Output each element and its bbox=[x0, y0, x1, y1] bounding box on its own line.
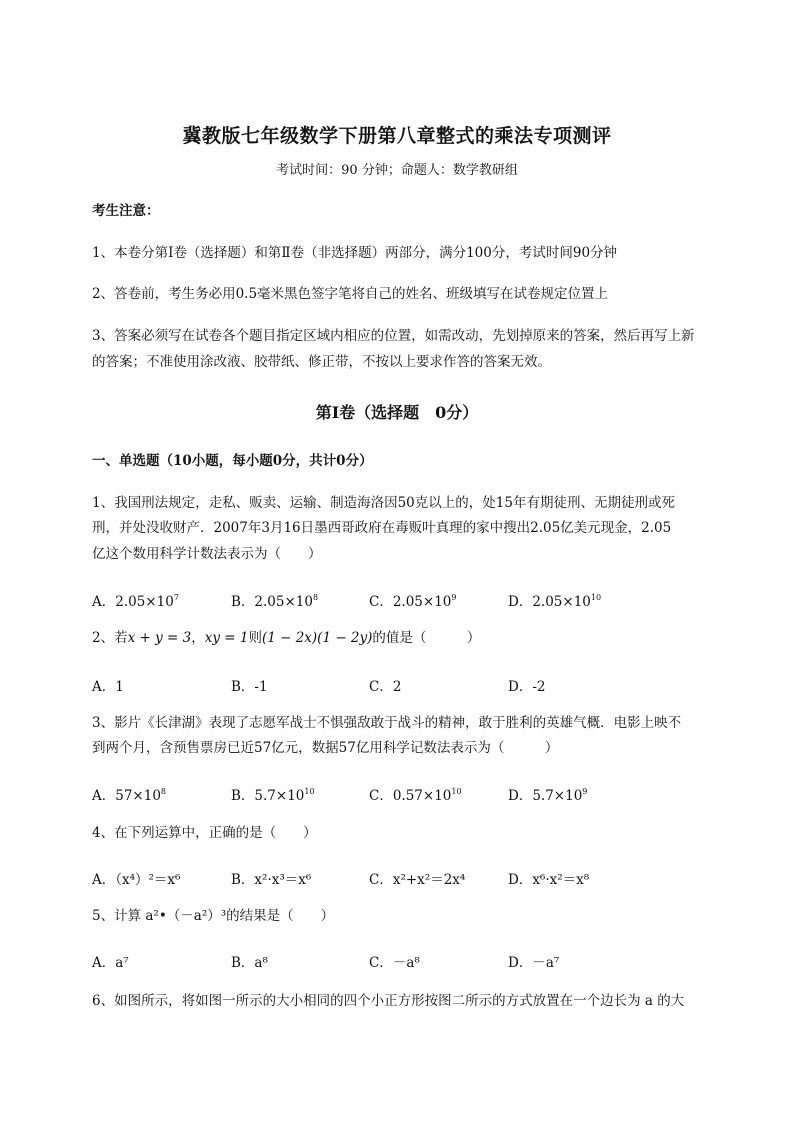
expression: (1 − 2x)(1 − 2y) bbox=[261, 630, 373, 646]
part-heading: 一、单选题（10小题，每小题0分，共计0分） bbox=[92, 453, 373, 469]
option-c[interactable]: C．$0.57\times 10^{10}$ bbox=[369, 787, 462, 804]
option-c[interactable]: C．$2.05\times 10^9$ bbox=[369, 593, 457, 610]
notice-heading: 考生注意： bbox=[92, 203, 160, 219]
condition-sum: x + y = 3 bbox=[127, 630, 192, 646]
question-4-stem: 4、在下列运算中，正确的是（ ） bbox=[92, 825, 317, 841]
notice-item-1: 1、本卷分第Ⅰ卷（选择题）和第Ⅱ卷（非选择题）两部分，满分100分，考试时间90分钟 bbox=[92, 245, 618, 261]
question-5-stem: 5、计算 a²•（－a²）³的结果是（ ） bbox=[92, 908, 335, 924]
page-title: 冀教版七年级数学下册第八章整式的乘法专项测评 bbox=[182, 125, 612, 147]
option-b[interactable]: B．a⁸ bbox=[231, 955, 268, 971]
option-a[interactable]: A．1 bbox=[92, 679, 124, 695]
question-2-stem: 2、若x + y = 3，xy = 1则(1 − 2x)(1 − 2y)的值是（ ） bbox=[92, 630, 481, 646]
question-3-line-2: 到两个月，含预售票房已近57亿元，数据57亿用科学记数法表示为（ ） bbox=[92, 740, 559, 756]
question-6-stem: 6、如图所示，将如图一所示的大小相同的四个小正方形按图二所示的方式放置在一个边长为 a 的大 bbox=[92, 993, 685, 1009]
condition-product: xy = 1 bbox=[204, 630, 249, 646]
option-a[interactable]: A．（x⁴）²＝x⁶ bbox=[92, 872, 181, 888]
option-d[interactable]: D．－a⁷ bbox=[508, 955, 560, 971]
notice-item-3-continued: 的答案；不准使用涂改液、胶带纸、修正带，不按以上要求作答的答案无效。 bbox=[92, 354, 551, 370]
option-c[interactable]: C．2 bbox=[369, 679, 402, 695]
question-1-line-3: 亿这个数用科学计数法表示为（ ） bbox=[92, 546, 322, 562]
option-a[interactable]: A．$2.05\times 10^7$ bbox=[92, 593, 179, 610]
option-d[interactable]: D．x⁶·x²＝x⁸ bbox=[508, 872, 590, 888]
question-3-line-1: 3、影片《长津湖》表现了志愿军战士不惧强敌敢于战斗的精神，敢于胜利的英雄气概．电影上映不 bbox=[92, 715, 682, 731]
option-d[interactable]: D．$5.7\times 10^9$ bbox=[508, 787, 588, 804]
question-3-options bbox=[92, 784, 742, 802]
option-b[interactable]: B．-1 bbox=[231, 679, 268, 695]
question-1-line-2: 刑，并处没收财产．2007年3月16日墨西哥政府在毒贩叶真理的家中搜出2.05亿美元现金，2.05 bbox=[92, 520, 672, 536]
option-b[interactable]: B．x²·x³＝x⁶ bbox=[231, 872, 312, 888]
option-c[interactable]: C．x²+x²＝2x⁴ bbox=[369, 872, 466, 888]
option-a[interactable]: A．$57\times 10^8$ bbox=[92, 787, 167, 804]
option-a[interactable]: A．a⁷ bbox=[92, 955, 129, 971]
question-5-options bbox=[92, 951, 742, 969]
question-4-options bbox=[92, 868, 742, 886]
question-2-options bbox=[92, 675, 742, 693]
notice-item-2: 2、答卷前，考生务必用0.5毫米黑色签字笔将自己的姓名、班级填写在试卷规定位置上 bbox=[92, 286, 609, 302]
page-subtitle: 考试时间：90 分钟；命题人：数学教研组 bbox=[276, 163, 518, 178]
notice-item-3: 3、答案必须写在试卷各个题目指定区域内相应的位置，如需改动，先划掉原来的答案，然后再写上新 bbox=[92, 328, 695, 344]
option-d[interactable]: D．$2.05\times 10^{10}$ bbox=[508, 593, 602, 610]
question-1-line-1: 1、我国刑法规定，走私、贩卖、运输、制造海洛因50克以上的，处15年有期徒刑、无期徒刑或死 bbox=[92, 495, 675, 511]
section-title: 第Ⅰ卷（选择题 0分） bbox=[315, 403, 479, 422]
option-b[interactable]: B．$5.7\times 10^{10}$ bbox=[231, 787, 315, 804]
option-d[interactable]: D．-2 bbox=[508, 679, 546, 695]
question-1-options bbox=[92, 590, 742, 608]
option-c[interactable]: C．－a⁸ bbox=[369, 955, 420, 971]
option-b[interactable]: B．$2.05\times 10^8$ bbox=[231, 593, 319, 610]
